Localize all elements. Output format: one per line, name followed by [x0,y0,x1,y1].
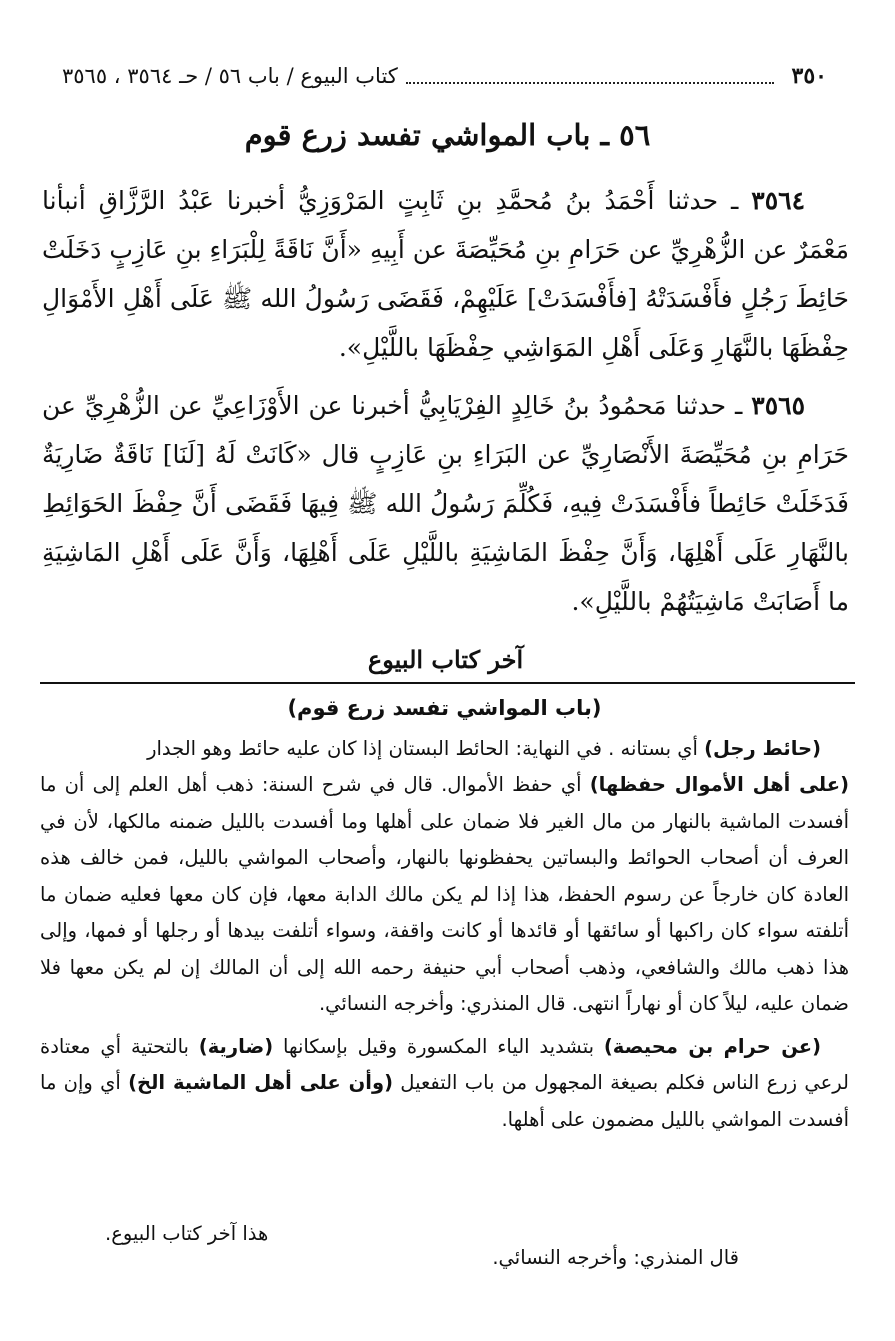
leader-dots [406,68,774,84]
commentary-text: بالتحتية أي معتادة لرعي زرع الناس فكلم بصيغة المجهول من باب التفعيل [40,1034,849,1094]
closing-right: قال المنذري: وأخرجه النسائي. [492,1246,739,1269]
hadith-3565 [42,381,849,626]
end-of-book-title: آخر كتاب البيوع [367,645,524,674]
running-head [62,58,827,94]
hadith-3564 [42,176,849,372]
hadith-number: ٣٥٦٥ [751,391,805,420]
commentary-lead: (ضارية) [198,1034,274,1058]
hadith-number: ٣٥٦٤ [751,186,806,215]
commentary-text: أي وإن ما أفسدت المواشي بالليل مضمون على أهلها. [40,1071,849,1131]
closing-left: هذا آخر كتاب البيوع. [105,1222,269,1245]
closing-lines [40,1222,849,1282]
commentary-lead: (حائط رجل) [704,736,821,760]
commentary-text: أي بستانه . في النهاية: الحائط البستان إذا كان عليه حائط وهو الجدار [147,736,705,760]
commentary-text: بتشديد الياء المكسورة وقيل بإسكانها [273,1034,604,1058]
commentary-paragraph [40,1029,849,1139]
commentary-lead: (على أهل الأموال حفظها) [589,773,850,796]
commentary-title: (باب المواشي تفسد زرع قوم) [287,696,602,720]
commentary-lead: (عن حرام بن محيصة) [603,1034,822,1058]
commentary [40,690,849,1144]
commentary-paragraph [40,731,849,1023]
hadith-body: ـ حدثنا مَحمُودُ بنُ خَالِدٍ الفِرْيَابِيُّ أخبرنا عن الأَوْزَاعِيِّ عن الزُّهْرِيِّ عن حَرَامِ بنِ مُحَيِّصَةَ الأَنْصَارِيِّ عن البَرَاءِ بنِ عَازِبٍ قال «كَانَتْ لَهُ [لَنَا] نَاقَةٌ ضَارِيَةٌ فَدَخَلَتْ حَائِطاً فأَفْسَدَتْ فِيهِ، فَكُلِّمَ رَسُولُ الله ﷺ فِيهَا فَقَضَى أَنَّ حِفْظَ الحَوَائِطِ بالنَّهَارِ عَلَى أَهْلِهَا، وَأَنَّ حِفْظَ المَاشِيَةِ باللَّيْلِ عَلَى أَهْلِهَا، وَأَنَّ عَلَى أَهْلِ المَاشِيَةِ ما أَصَابَتْ مَاشِيَتُهُمْ باللَّيْلِ». [42,391,849,616]
commentary-text: أي حفظ الأموال. قال في شرح السنة: ذهب أهل العلم إلى أن ما أفسدت الماشية بالنهار من مال الغير فلا ضمان على أهلها وما أفسدت بالليل ضمنه مالكها، لأن في العرف أن أصحاب الحوائط والبساتين يحفظونها بالنهار، وأصحاب المواشي بالليل، فمن خالف هذه العادة كان خارجاً عن رسوم الحفظ، هذا إذا لم يكن مالك الدابة معها، فإن كان معها فعليه ضمان ما أتلفته سواء كان راكبها أو سائقها أو قائدها أو كانت واقفة، وسواء أتلفت بيدها أو رجلها أو فمها، وإلى هذا ذهب مالك والشافعي، وذهب أصحاب أبي حنيفة رحمه الله إلى أن المالك إن لم يكن معها فلا ضمان عليه، ليلاً كان أو نهاراً انتهى. قال المنذري: وأخرجه النسائي. [40,773,849,1015]
running-head-text: كتاب البيوع / باب ٥٦ / حـ ٣٥٦٤ ، ٣٥٦٥ [62,64,398,88]
hadith-text [42,176,849,693]
page-number: ٣٥٠ [791,63,827,89]
commentary-lead: (وأن على أهل الماشية الخ) [128,1071,393,1094]
chapter-title: ٥٦ ـ باب المواشي تفسد زرع قوم [244,118,651,152]
footnote-divider [40,682,855,684]
hadith-body: ـ حدثنا أَحْمَدُ بنُ مُحمَّدِ بنِ ثَابِتٍ المَرْوَزِيُّ أخبرنا عَبْدُ الرَّزَّاقِ أنبأنا مَعْمَرٌ عن الزُّهْرِيِّ عن حَرَامِ بنِ مُحَيِّصَةَ عن أَبِيهِ «أَنَّ نَاقَةً لِلْبَرَاءِ بنِ عَازِبٍ دَخَلَتْ حَائِطَ رَجُلٍ فأَفْسَدَتْهُ [فأَفْسَدَتْ] عَلَيْهِمْ، فَقَضَى رَسُولُ الله ﷺ عَلَى أَهْلِ الأَمْوَالِ حِفْظَهَا بالنَّهَارِ وَعَلَى أَهْلِ المَوَاشِي حِفْظَهَا باللَّيْلِ». [42,186,849,362]
